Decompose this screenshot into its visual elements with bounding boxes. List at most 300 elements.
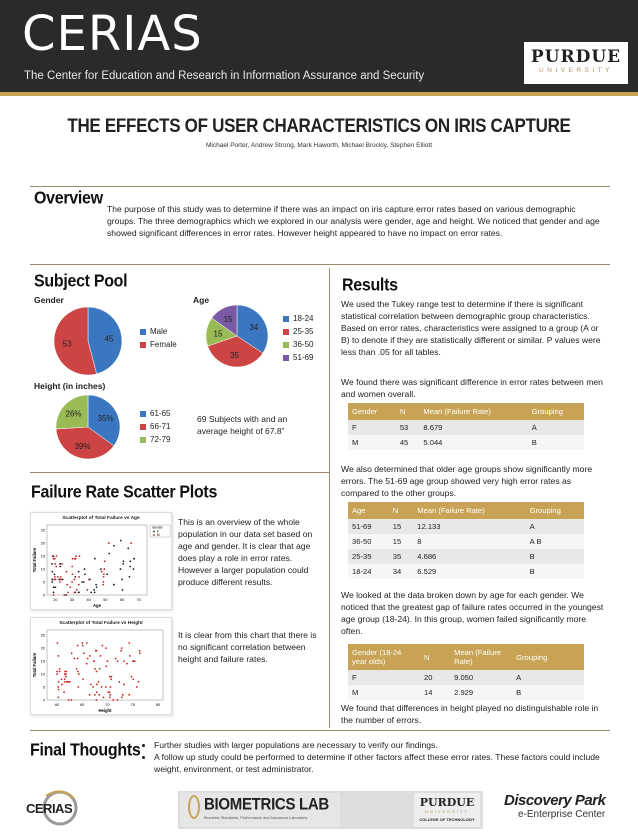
scatter-point (74, 592, 76, 594)
scatter-point (99, 668, 101, 670)
scatter-point (72, 558, 74, 560)
legend-item-25-35 (283, 325, 313, 338)
scatter-point (93, 660, 95, 662)
table-header-cell: N (396, 403, 420, 420)
scatter-point (59, 671, 61, 673)
plot-legend-label: M (157, 533, 160, 537)
table-row (348, 685, 584, 700)
table-header-row (348, 644, 584, 670)
scatter-point (75, 555, 77, 557)
x-tick-label: 60 (54, 703, 60, 707)
scatter-point (86, 663, 88, 665)
scatter-point (89, 655, 91, 657)
y-tick-label: 10 (40, 672, 45, 677)
cerias-footer-logo (16, 788, 86, 828)
scatter-point (58, 655, 60, 657)
scatter-point (117, 699, 119, 701)
scatter-point (96, 699, 98, 701)
scatter-point (106, 573, 108, 575)
cerias-brand: CERIAS (22, 6, 203, 62)
table-cell: B (526, 564, 584, 579)
table-cell: A (526, 519, 584, 534)
legend-swatch (283, 342, 289, 348)
x-tick-label: 50 (103, 598, 108, 602)
scatter-point (99, 655, 101, 657)
scatter-point (64, 594, 66, 596)
table-cell: 9.050 (450, 670, 512, 685)
scatter-text-1: This is an overview of the whole population in our data set based on age and gender. It is clear that age does play a role in error rates. However a larger population could produce different results. (178, 517, 313, 587)
scatter-point (59, 668, 61, 670)
x-axis-label: Age (93, 603, 101, 608)
results-text-3: We also determined that older age groups show significantly more errors. The 51-69 age group showed very high error rates as compared to the other groups. (341, 464, 593, 498)
scatter-point (93, 589, 95, 591)
scatter-point (56, 555, 58, 557)
scatter-point (101, 645, 103, 647)
table-header-cell: Grouping (528, 403, 584, 420)
gender-label: Gender (34, 295, 64, 305)
scatter-point (98, 694, 100, 696)
legend-label: Male (150, 327, 168, 336)
scatter-point (76, 668, 78, 670)
scatter-point (120, 650, 122, 652)
scatter-point (109, 676, 111, 678)
scatter-point (101, 686, 103, 688)
results-text-2: We found there was significant difference in error rates between men and women overall. (341, 377, 603, 399)
scatter-point (57, 642, 59, 644)
table-cell: 35 (389, 549, 413, 564)
scatter-point (66, 571, 68, 573)
table-row (348, 519, 584, 534)
scatter-point (90, 592, 92, 594)
table-cell: A (512, 670, 584, 685)
legend-swatch (140, 437, 146, 443)
legend-swatch (140, 342, 146, 348)
poster-title: THE EFFECTS OF USER CHARACTERISTICS ON IRIS CAPTURE (67, 114, 571, 137)
table-header-cell: Mean (Failure Rate) (413, 502, 525, 519)
scatter-point (64, 681, 66, 683)
biometrics-logo-icon (188, 795, 200, 819)
table-cell: 8.679 (419, 420, 527, 435)
final-thoughts-heading: Final Thoughts (30, 741, 141, 761)
scatter-point (126, 663, 128, 665)
scatter-point (122, 563, 124, 565)
scatter-point (65, 594, 67, 596)
scatter-point (132, 678, 134, 680)
scatter-text-2: It is clear from this chart that there is no significant correlation between height and failure rates. (178, 630, 317, 664)
scatter-point (65, 676, 67, 678)
list-item: • A follow up study could be performed to determine if other factors affect these error rates. These factors could include weight, environment, or test administrator. (154, 751, 612, 775)
scatter-point (127, 547, 129, 549)
age-gender-results-table (348, 644, 584, 700)
legend-swatch (140, 329, 146, 335)
table-cell: 8 (413, 534, 525, 549)
scatter-point (54, 558, 56, 560)
scatter-point (113, 584, 115, 586)
scatter-point (94, 558, 96, 560)
scatter-point (120, 568, 122, 570)
header-banner (0, 0, 638, 92)
scatter-point (121, 579, 123, 581)
results-heading: Results (342, 276, 398, 296)
scatter-point (86, 589, 88, 591)
scatter-point (56, 671, 58, 673)
overview-top-rule (30, 186, 610, 187)
scatter-point (78, 584, 80, 586)
gender-pie-chart (50, 303, 150, 383)
scatter-point (110, 678, 112, 680)
scatter-point (72, 573, 74, 575)
legend-swatch (283, 329, 289, 335)
scatter-point (71, 652, 73, 654)
final-top-rule (30, 730, 610, 731)
scatter-point (73, 658, 75, 660)
scatter-point (134, 660, 136, 662)
scatter-height-svg (31, 618, 173, 716)
scatter-point (133, 568, 135, 570)
pie-data-label: 15 (223, 314, 233, 324)
scatter-plot-height (30, 617, 172, 715)
scatter-height-title: Scatterplot of Total Failure vs Height (59, 621, 143, 626)
scatter-heading: Failure Rate Scatter Plots (31, 483, 218, 503)
scatter-point (71, 566, 73, 568)
y-tick-label: 15 (40, 554, 45, 559)
height-pie-chart (50, 391, 150, 471)
age-pie-chart (203, 302, 283, 382)
table-header-cell: Gender (348, 403, 396, 420)
table-cell: 4.686 (413, 549, 525, 564)
discovery-park-logo (504, 792, 628, 828)
scatter-point (115, 658, 117, 660)
plot-legend-label: F (157, 529, 159, 534)
table-header-cell: Mean (Failure Rate) (450, 644, 512, 670)
table-header-cell: Gender (18-24 year olds) (348, 644, 420, 670)
scatter-point (74, 576, 76, 578)
pie-data-label: 45 (104, 334, 114, 344)
y-tick-label: 5 (42, 685, 45, 690)
scatter-point (109, 697, 111, 699)
gender-results-table (348, 403, 584, 450)
scatter-point (71, 581, 73, 583)
plot-legend-marker (153, 534, 155, 536)
legend-swatch (283, 355, 289, 361)
scatter-point (122, 694, 124, 696)
discovery-park-name: Discovery Park (504, 792, 606, 809)
scatter-point (104, 560, 106, 562)
y-tick-label: 20 (40, 541, 45, 546)
scatter-point (98, 681, 100, 683)
scatter-point (84, 573, 86, 575)
scatter-point (133, 558, 135, 560)
y-tick-label: 20 (40, 646, 45, 651)
legend-item-male (140, 325, 177, 338)
scatter-point (120, 540, 122, 542)
scatter-point (108, 542, 110, 544)
scatter-point (90, 684, 92, 686)
scatter-point (94, 592, 96, 594)
scatter-point (106, 660, 108, 662)
scatter-point (53, 594, 55, 596)
scatter-point (63, 691, 65, 693)
biometrics-lab-logo (180, 793, 340, 827)
scatter-age-svg (31, 513, 173, 611)
legend-item-72-79 (140, 433, 170, 446)
height-label: Height (in inches) (34, 381, 106, 391)
table-cell: M (348, 685, 420, 700)
scatter-point (89, 694, 91, 696)
scatter-point (71, 699, 73, 701)
scatter-point (128, 694, 130, 696)
legend-label: 66-71 (150, 422, 171, 431)
column-divider (329, 268, 330, 728)
table-row (348, 564, 584, 579)
table-cell: F (348, 420, 396, 435)
scatter-point (64, 678, 66, 680)
scatter-point (53, 586, 55, 588)
final-thoughts-list (142, 739, 612, 775)
poster-authors: Michael Porter, Andrew Strong, Mark Haworth, Michael Brockly, Stephen Elliott (205, 142, 433, 149)
plot-area (47, 630, 163, 700)
plot-area (47, 525, 147, 595)
scatter-point (78, 571, 80, 573)
y-tick-label: 15 (40, 659, 45, 664)
legend-item-female (140, 338, 177, 351)
table-header-row (348, 403, 584, 420)
scatter-point (96, 691, 98, 693)
scatter-age-title: Scatterplot of Total Failure vs Age (62, 516, 140, 521)
scatter-point (105, 665, 107, 667)
scatter-point (51, 571, 53, 573)
scatter-point (58, 681, 60, 683)
table-cell: M (348, 435, 396, 450)
scatter-point (87, 658, 89, 660)
scatter-point (109, 691, 111, 693)
scatter-point (103, 576, 105, 578)
scatter-point (102, 584, 104, 586)
legend-item-66-71 (140, 420, 170, 433)
scatter-point (121, 647, 123, 649)
scatter-point (105, 647, 107, 649)
scatter-point (81, 581, 83, 583)
scatter-point (102, 581, 104, 583)
table-cell: 25-35 (348, 549, 389, 564)
table-cell: B (512, 685, 584, 700)
scatter-point (58, 689, 60, 691)
scatter-point (67, 681, 69, 683)
table-cell: 15 (389, 534, 413, 549)
scatter-point (129, 576, 131, 578)
scatter-point (101, 571, 103, 573)
pie-data-label: 35% (97, 413, 114, 423)
legend-label: 72-79 (150, 435, 171, 444)
subject-pool-note: 69 Subjects with and an average height of 67.8” (197, 414, 288, 436)
table-cell: A B (526, 534, 584, 549)
scatter-point (77, 671, 79, 673)
scatter-point (55, 566, 57, 568)
scatter-point (61, 678, 63, 680)
scatter-point (112, 699, 114, 701)
x-tick-label: 70 (136, 598, 141, 602)
scatter-point (68, 699, 70, 701)
scatter-point (77, 658, 79, 660)
table-cell: 18-24 (348, 564, 389, 579)
header-tagline: The Center for Education and Research in Information Assurance and Security (24, 70, 425, 82)
y-tick-label: 10 (40, 567, 45, 572)
purdue-logo-name: PURDUE (530, 47, 622, 67)
scatter-point (121, 697, 123, 699)
table-header-cell: Grouping (512, 644, 584, 670)
age-results-table (348, 502, 584, 579)
pie-data-label: 53 (62, 339, 72, 349)
table-cell: 34 (389, 564, 413, 579)
purdue-footer-logo (414, 793, 480, 827)
discovery-park-sub: e-Enterprise Center (518, 809, 606, 820)
scatter-point (109, 694, 111, 696)
table-cell: 14 (420, 685, 450, 700)
scatter-point (51, 581, 53, 583)
scatter-point (57, 686, 59, 688)
gender-legend (140, 325, 177, 351)
x-tick-label: 60 (119, 598, 125, 602)
legend-label: 25-35 (293, 327, 314, 336)
scatter-point (113, 545, 115, 547)
scatter-point (92, 686, 94, 688)
legend-label: 61-65 (150, 409, 171, 418)
scatter-point (64, 673, 66, 675)
legend-item-61-65 (140, 407, 170, 420)
scatter-point (55, 579, 57, 581)
height-legend (140, 407, 170, 446)
table-header-cell: Age (348, 502, 389, 519)
pie-data-label: 34 (249, 322, 259, 332)
scatter-point (61, 563, 63, 565)
scatter-point (53, 555, 55, 557)
table-cell: 12.133 (413, 519, 525, 534)
table-row (348, 534, 584, 549)
y-axis-label: Total Failure (32, 547, 37, 573)
y-tick-label: 25 (40, 528, 45, 533)
scatter-point (89, 579, 91, 581)
scatter-point (81, 642, 83, 644)
table-row (348, 420, 584, 435)
scatter-point (74, 558, 76, 560)
scatter-point (77, 645, 79, 647)
scatter-point (123, 660, 125, 662)
scatter-point (82, 645, 84, 647)
legend-label: 18-24 (293, 314, 314, 323)
scatter-point (122, 589, 124, 591)
y-tick-label: 25 (40, 633, 45, 638)
scatter-point (139, 650, 141, 652)
scatter-point (77, 686, 79, 688)
pie-data-label: 39% (74, 442, 91, 452)
scatter-point (78, 555, 80, 557)
x-tick-label: 40 (86, 598, 91, 602)
scatter-point (132, 660, 134, 662)
scatter-point (128, 642, 130, 644)
legend-item-36-50 (283, 338, 313, 351)
scatter-point (108, 553, 110, 555)
legend-swatch (140, 424, 146, 430)
scatter-point (118, 681, 120, 683)
table-header-row (348, 502, 584, 519)
overview-heading: Overview (34, 189, 103, 209)
scatter-point (94, 668, 96, 670)
biometrics-lab-name: BIOMETRICS LAB (204, 795, 329, 814)
scatter-point (136, 686, 138, 688)
scatter-point (139, 652, 141, 654)
scatter-point (52, 579, 54, 581)
scatter-point (64, 671, 66, 673)
purdue-footer-name: PURDUE (419, 796, 475, 809)
biometrics-lab-sub: Biometric Standards, Performance and Assurance Laboratory (204, 816, 308, 820)
scatter-point (67, 592, 69, 594)
table-row (348, 670, 584, 685)
pie-data-label: 15 (213, 329, 223, 339)
age-label: Age (193, 295, 210, 305)
scatter-point (95, 584, 97, 586)
scatter-point (103, 697, 105, 699)
scatter-point (51, 563, 53, 565)
scatter-point (56, 673, 58, 675)
table-cell: 20 (420, 670, 450, 685)
scatter-point (122, 560, 124, 562)
legend-label: 36-50 (293, 340, 314, 349)
plot-legend-title: Gender (152, 525, 163, 530)
purdue-logo (524, 42, 628, 84)
scatter-point (94, 694, 96, 696)
scatter-point (130, 542, 132, 544)
scatter-point (54, 563, 56, 565)
scatter-point (83, 652, 85, 654)
scatter-point (78, 576, 80, 578)
scatter-point (123, 684, 125, 686)
scatter-point (57, 576, 59, 578)
scatter-point (62, 579, 64, 581)
table-row (348, 549, 584, 564)
scatter-point (129, 655, 131, 657)
results-text-1: We used the Tukey range test to determine if there is significant statistical correlation between demographic group characteristics. Based on error rates, characteristics were assigned to a group (A or B) to denote if they are statistically different or similar. P values were less than .05 for all tables. (341, 299, 601, 357)
table-cell: F (348, 670, 420, 685)
results-text-4: We looked at the data broken down by age for each gender. We noticed that the greatest gap of failure rates occurred in the youngest age group (18-24). In this group, women failed significantly more often. (341, 590, 604, 636)
y-axis-label: Total Failure (32, 652, 37, 678)
y-tick-label: 0 (42, 593, 45, 598)
x-axis-label: Height (98, 708, 112, 713)
scatter-point (100, 568, 102, 570)
scatter-point (110, 686, 112, 688)
scatter-point (96, 684, 98, 686)
legend-swatch (283, 316, 289, 322)
scatter-point (54, 573, 56, 575)
purdue-footer-sub: UNIVERSITY (424, 809, 469, 814)
table-header-cell: N (389, 502, 413, 519)
list-item: • Further studies with larger populations are necessary to verify our findings. (154, 739, 612, 751)
header-gold-bar (0, 92, 638, 96)
scatter-point (105, 686, 107, 688)
table-cell: 53 (396, 420, 420, 435)
scatter-point (138, 681, 140, 683)
table-cell: 5.044 (419, 435, 527, 450)
table-cell: 15 (389, 519, 413, 534)
scatter-point (78, 673, 80, 675)
scatter-point (82, 678, 84, 680)
x-tick-label: 80 (155, 703, 161, 707)
table-cell: 6.529 (413, 564, 525, 579)
table-cell: A (528, 420, 584, 435)
table-cell: 51-69 (348, 519, 389, 534)
scatter-point (86, 642, 88, 644)
subject-pool-heading: Subject Pool (34, 272, 128, 292)
scatter-point (129, 560, 131, 562)
